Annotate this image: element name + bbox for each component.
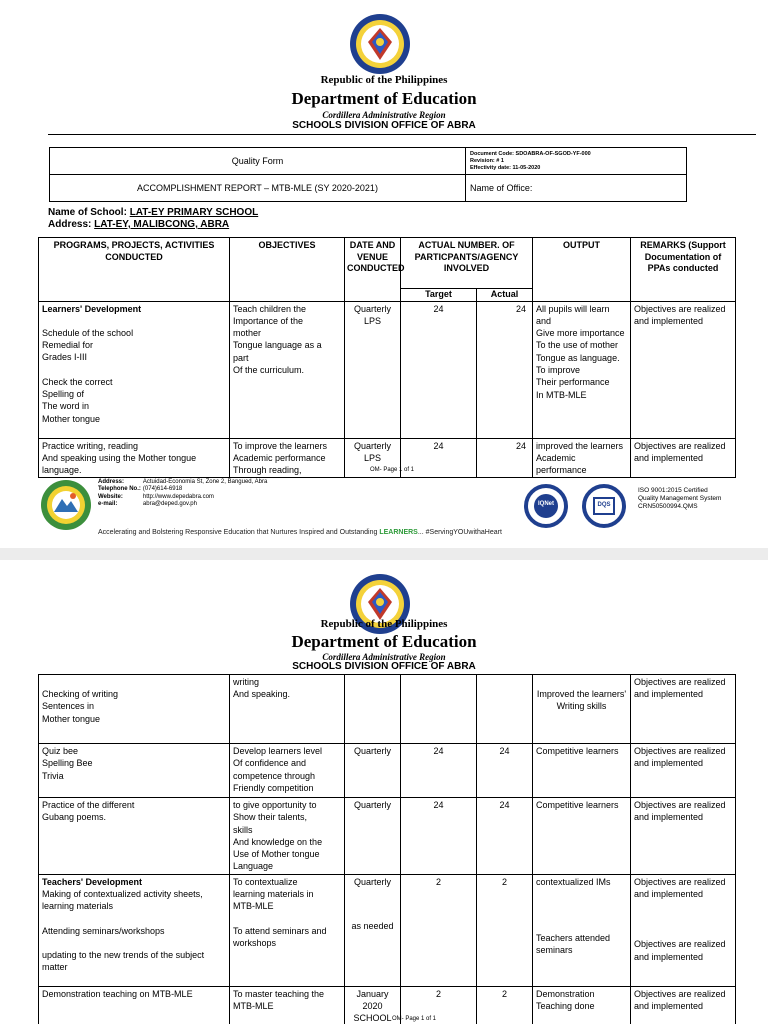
remarks-cell: Objectives are realized and implemented <box>631 438 736 478</box>
table-row <box>39 986 736 1024</box>
school-name: LAT-EY PRIMARY SCHOOL <box>129 207 259 218</box>
output-cell: Competitive learners <box>533 744 631 798</box>
output-line: and <box>536 315 552 326</box>
revision-number: Revision: # 1 <box>470 157 504 164</box>
venue-line: LPS <box>363 452 381 463</box>
venue-line: LPS <box>363 315 381 326</box>
actual-cell: 24 <box>477 798 533 875</box>
program-line: Mother tongue <box>42 713 101 724</box>
quality-form-table <box>49 147 687 202</box>
objective-line: To contextualize <box>233 876 298 887</box>
objective-cell <box>230 986 345 1024</box>
output-line: All pupils will learn <box>536 303 610 314</box>
quality-form-label: Quality Form <box>50 148 466 175</box>
actual-header: Actual <box>477 289 533 302</box>
dqs-badge <box>578 484 630 528</box>
date-venue-header: DATE AND VENUE CONDUCTED <box>345 238 401 302</box>
program-line: Schedule of the school <box>42 327 134 338</box>
school-name-label: Name of School: <box>48 207 127 218</box>
telephone-value: (074)614-6918 <box>142 486 183 493</box>
website-label: Website: <box>98 493 123 500</box>
deped-seal-icon <box>348 12 412 76</box>
date-venue-cell <box>345 301 401 438</box>
remarks-cell: Objectives are realized and implemented <box>631 301 736 438</box>
target-cell: 24 <box>401 798 477 875</box>
table-row <box>39 744 736 798</box>
school-address: LAT-EY, MALIBCONG, ABRA <box>94 219 230 230</box>
address-label: Address: <box>98 479 125 485</box>
objective-line: To improve the learners <box>233 440 328 451</box>
objective-line: workshops <box>233 937 277 948</box>
iso-line-3: CRN50500994.QMS <box>638 503 698 510</box>
program-line: language. <box>42 465 82 476</box>
table-row <box>39 301 736 438</box>
objective-line: To master teaching the <box>233 988 325 999</box>
office-name-field: Name of Office: <box>466 175 687 202</box>
output-line: Academic <box>536 452 576 463</box>
output-cell <box>533 986 631 1024</box>
objective-line: part <box>233 352 249 363</box>
table-row <box>39 798 736 875</box>
remarks-header: REMARKS (Support Documentation of PPAs conducted <box>631 238 736 302</box>
objective-line: writing <box>233 677 260 687</box>
section-title: Learners' Development <box>42 303 142 314</box>
output-line: Improved the learners' <box>536 689 627 699</box>
school-address-line <box>48 219 229 231</box>
target-cell: 24 <box>401 301 477 438</box>
document-code: Document Code: SDOABRA-OF-SGOD-YF-000 <box>470 150 591 157</box>
report-title: ACCOMPLISHMENT REPORT – MTB-MLE (SY 2020-2021) <box>50 175 466 202</box>
department-title: Department of Education <box>291 632 477 651</box>
target-header: Target <box>401 289 477 302</box>
objective-cell <box>230 798 345 875</box>
objective-line: And knowledge on the <box>233 836 323 847</box>
program-line: Spelling Bee <box>42 758 93 769</box>
email-label: e-mail: <box>98 501 118 508</box>
table-row <box>39 675 736 744</box>
iqnet-badge <box>520 484 572 528</box>
program-line: Attending seminars/workshops <box>42 925 165 936</box>
region-line: Cordillera Administrative Region <box>322 110 446 120</box>
program-line: matter <box>42 962 68 973</box>
output-line: performance <box>536 465 587 476</box>
telephone-label: Telephone No.: <box>98 486 141 493</box>
output-cell <box>533 874 631 986</box>
school-address-label: Address: <box>48 219 92 230</box>
remarks-cell: Objectives are realized and implemented <box>631 675 736 744</box>
republic-line: Republic of the Philippines <box>320 618 448 630</box>
program-cell <box>39 874 230 986</box>
objectives-header: OBJECTIVES <box>230 238 345 302</box>
program-line: Practice of the different <box>42 800 135 810</box>
motto-learners: LEARNERS <box>379 529 418 536</box>
output-line: Teachers attended <box>536 933 611 944</box>
date-line: Quarterly <box>353 303 391 314</box>
program-line: Making of contextualized activity sheets, <box>42 889 203 900</box>
program-line: Quiz bee <box>42 746 79 756</box>
program-line: Gubang poems. <box>42 812 107 823</box>
output-cell <box>533 438 631 478</box>
department-title: Department of Education <box>291 89 477 108</box>
output-cell <box>533 301 631 438</box>
program-line: Spelling of <box>42 388 85 399</box>
page-number: OM- Page 1 of 1 <box>370 467 415 473</box>
division-line: SCHOOLS DIVISION OFFICE OF ABRA <box>292 120 476 131</box>
date-venue-cell <box>345 675 401 744</box>
contact-block <box>98 479 269 509</box>
actual-cell: 24 <box>477 301 533 438</box>
section-title: Teachers' Development <box>42 876 143 887</box>
objective-line: MTB-MLE <box>233 901 274 912</box>
date-venue-cell: Quarterly <box>345 798 401 875</box>
region-line: Cordillera Administrative Region <box>322 652 446 662</box>
division-line: SCHOOLS DIVISION OFFICE OF ABRA <box>292 661 476 672</box>
date-line: January 2020 <box>356 988 389 1012</box>
output-header: OUTPUT <box>533 238 631 302</box>
iso-line-1: ISO 9001:2015 Certified <box>638 487 708 494</box>
remarks-cell: Objectives are realized and implemented <box>631 986 736 1024</box>
program-cell <box>39 744 230 798</box>
abra-division-logo-icon <box>40 479 92 531</box>
republic-line: Republic of the Philippines <box>320 74 448 86</box>
objective-line: Importance of the <box>233 315 304 326</box>
program-line: Remedial for <box>42 340 94 351</box>
website-link[interactable]: http://www.depedabra.com <box>142 493 214 500</box>
program-line: Check the correct <box>42 376 113 387</box>
effectivity-date: Effectivity date: 11-05-2020 <box>470 164 541 171</box>
output-line: contextualized IMs <box>536 876 611 887</box>
date-line: Quarterly <box>353 876 391 887</box>
program-line: Grades I-III <box>42 352 88 363</box>
objective-line: to give opportunity to <box>233 800 317 810</box>
program-line: Sentences in <box>42 701 95 712</box>
actual-cell: 24 <box>477 744 533 798</box>
program-line: learning materials <box>42 901 114 912</box>
output-line: Give more importance <box>536 328 625 339</box>
venue-line: SCHOOL <box>353 1013 392 1024</box>
date-venue-cell: Quarterly <box>345 744 401 798</box>
program-cell <box>39 301 230 438</box>
header-rule <box>48 134 756 135</box>
objective-line: mother <box>233 328 262 339</box>
remarks-line: Objectives are realized and implemented <box>634 939 726 962</box>
objective-cell <box>230 301 345 438</box>
output-line: Demonstration <box>536 988 595 999</box>
motto-text: Accelerating and Bolstering Responsive Education that Nurtures Inspired and Outstanding <box>98 529 378 536</box>
objective-cell <box>230 438 345 478</box>
objective-line: Friendly competition <box>233 782 314 793</box>
objective-cell <box>230 675 345 744</box>
remarks-line: Objectives are realized and implemented <box>634 876 726 900</box>
program-cell <box>39 675 230 744</box>
iqnet-label: IQNet <box>537 501 554 507</box>
program-cell <box>39 798 230 875</box>
report-page-2 <box>0 560 768 1024</box>
target-cell: 24 <box>401 744 477 798</box>
output-line: In MTB-MLE <box>536 389 587 400</box>
target-cell: 2 <box>401 874 477 986</box>
objective-line: And speaking. <box>233 689 291 700</box>
objective-line: learning materials in <box>233 889 314 900</box>
objective-line: To attend seminars and <box>233 925 327 936</box>
output-line: To improve <box>536 364 581 375</box>
objective-line: Language <box>233 861 274 872</box>
program-line: Mother tongue <box>42 413 101 424</box>
objective-line: Through reading, <box>233 465 302 476</box>
objective-line: MTB-MLE <box>233 1001 274 1012</box>
objective-line: skills <box>233 824 253 835</box>
table-row <box>39 874 736 986</box>
participants-header: ACTUAL NUMBER. OF PARTICPANTS/AGENCY INVOLVED <box>401 238 533 289</box>
iso-certification <box>638 487 721 511</box>
remarks-cell: Objectives are realized and implemented <box>631 798 736 875</box>
motto-hashtag: ... #ServingYOUwithaHeart <box>417 529 502 536</box>
date-line: Quarterly <box>353 440 391 451</box>
remarks-cell: Objectives are realized and implemented <box>631 744 736 798</box>
program-line: The word in <box>42 401 90 412</box>
date-venue-cell <box>345 874 401 986</box>
program-line: Checking of writing <box>42 689 119 699</box>
dqs-label: DQS <box>597 502 611 508</box>
accomplishment-table-continued <box>38 674 736 1024</box>
output-line: Teaching done <box>536 1001 595 1012</box>
output-cell: Competitive learners <box>533 798 631 875</box>
school-name-line <box>48 207 258 219</box>
target-cell: 2 <box>401 986 477 1024</box>
program-cell: Demonstration teaching on MTB-MLE <box>39 986 230 1024</box>
output-line: Their performance <box>536 377 610 388</box>
program-line: And speaking using the Mother tongue <box>42 452 197 463</box>
objective-line: Of confidence and <box>233 758 307 769</box>
objective-line: Use of Mother tongue <box>233 849 320 860</box>
actual-cell: 24 <box>477 438 533 478</box>
output-line: To the use of mother <box>536 340 619 351</box>
output-line: seminars <box>536 945 573 956</box>
actual-cell: 2 <box>477 874 533 986</box>
output-line: improved the learners <box>536 440 624 451</box>
programs-header: PROGRAMS, PROJECTS, ACTIVITIES CONDUCTED <box>39 238 230 302</box>
program-cell <box>39 438 230 478</box>
objective-cell <box>230 744 345 798</box>
objective-line: competence through <box>233 770 316 781</box>
output-line: Writing skills <box>556 701 607 712</box>
date-line: as needed <box>351 921 394 932</box>
objective-line: Teach children the <box>233 303 307 314</box>
objective-cell <box>230 874 345 986</box>
objective-line: Show their talents, <box>233 812 308 823</box>
iso-line-2: Quality Management System <box>638 495 722 502</box>
remarks-cell <box>631 874 736 986</box>
accomplishment-table <box>38 237 736 478</box>
program-line: Practice writing, reading <box>42 440 139 451</box>
document-info <box>466 148 687 175</box>
objective-line: Of the curriculum. <box>233 364 305 375</box>
objective-line: Academic performance <box>233 452 326 463</box>
email-link[interactable]: abra@deped.gov.ph <box>142 501 197 508</box>
program-line: updating to the new trends of the subject <box>42 949 205 960</box>
actual-cell <box>477 675 533 744</box>
objective-line: Tongue language as a <box>233 340 322 351</box>
target-cell: 24 <box>401 438 477 478</box>
objective-line: Develop learners level <box>233 746 323 756</box>
address-value: Actuidad-Economia St, Zone 2, Bangued, Abra <box>142 479 268 485</box>
program-line: Trivia <box>42 770 64 781</box>
target-cell <box>401 675 477 744</box>
motto <box>98 529 502 536</box>
output-line: Tongue as language. <box>536 352 620 363</box>
output-cell <box>533 675 631 744</box>
page-number: OM- Page 1 of 1 <box>392 1016 437 1022</box>
actual-cell: 2 <box>477 986 533 1024</box>
